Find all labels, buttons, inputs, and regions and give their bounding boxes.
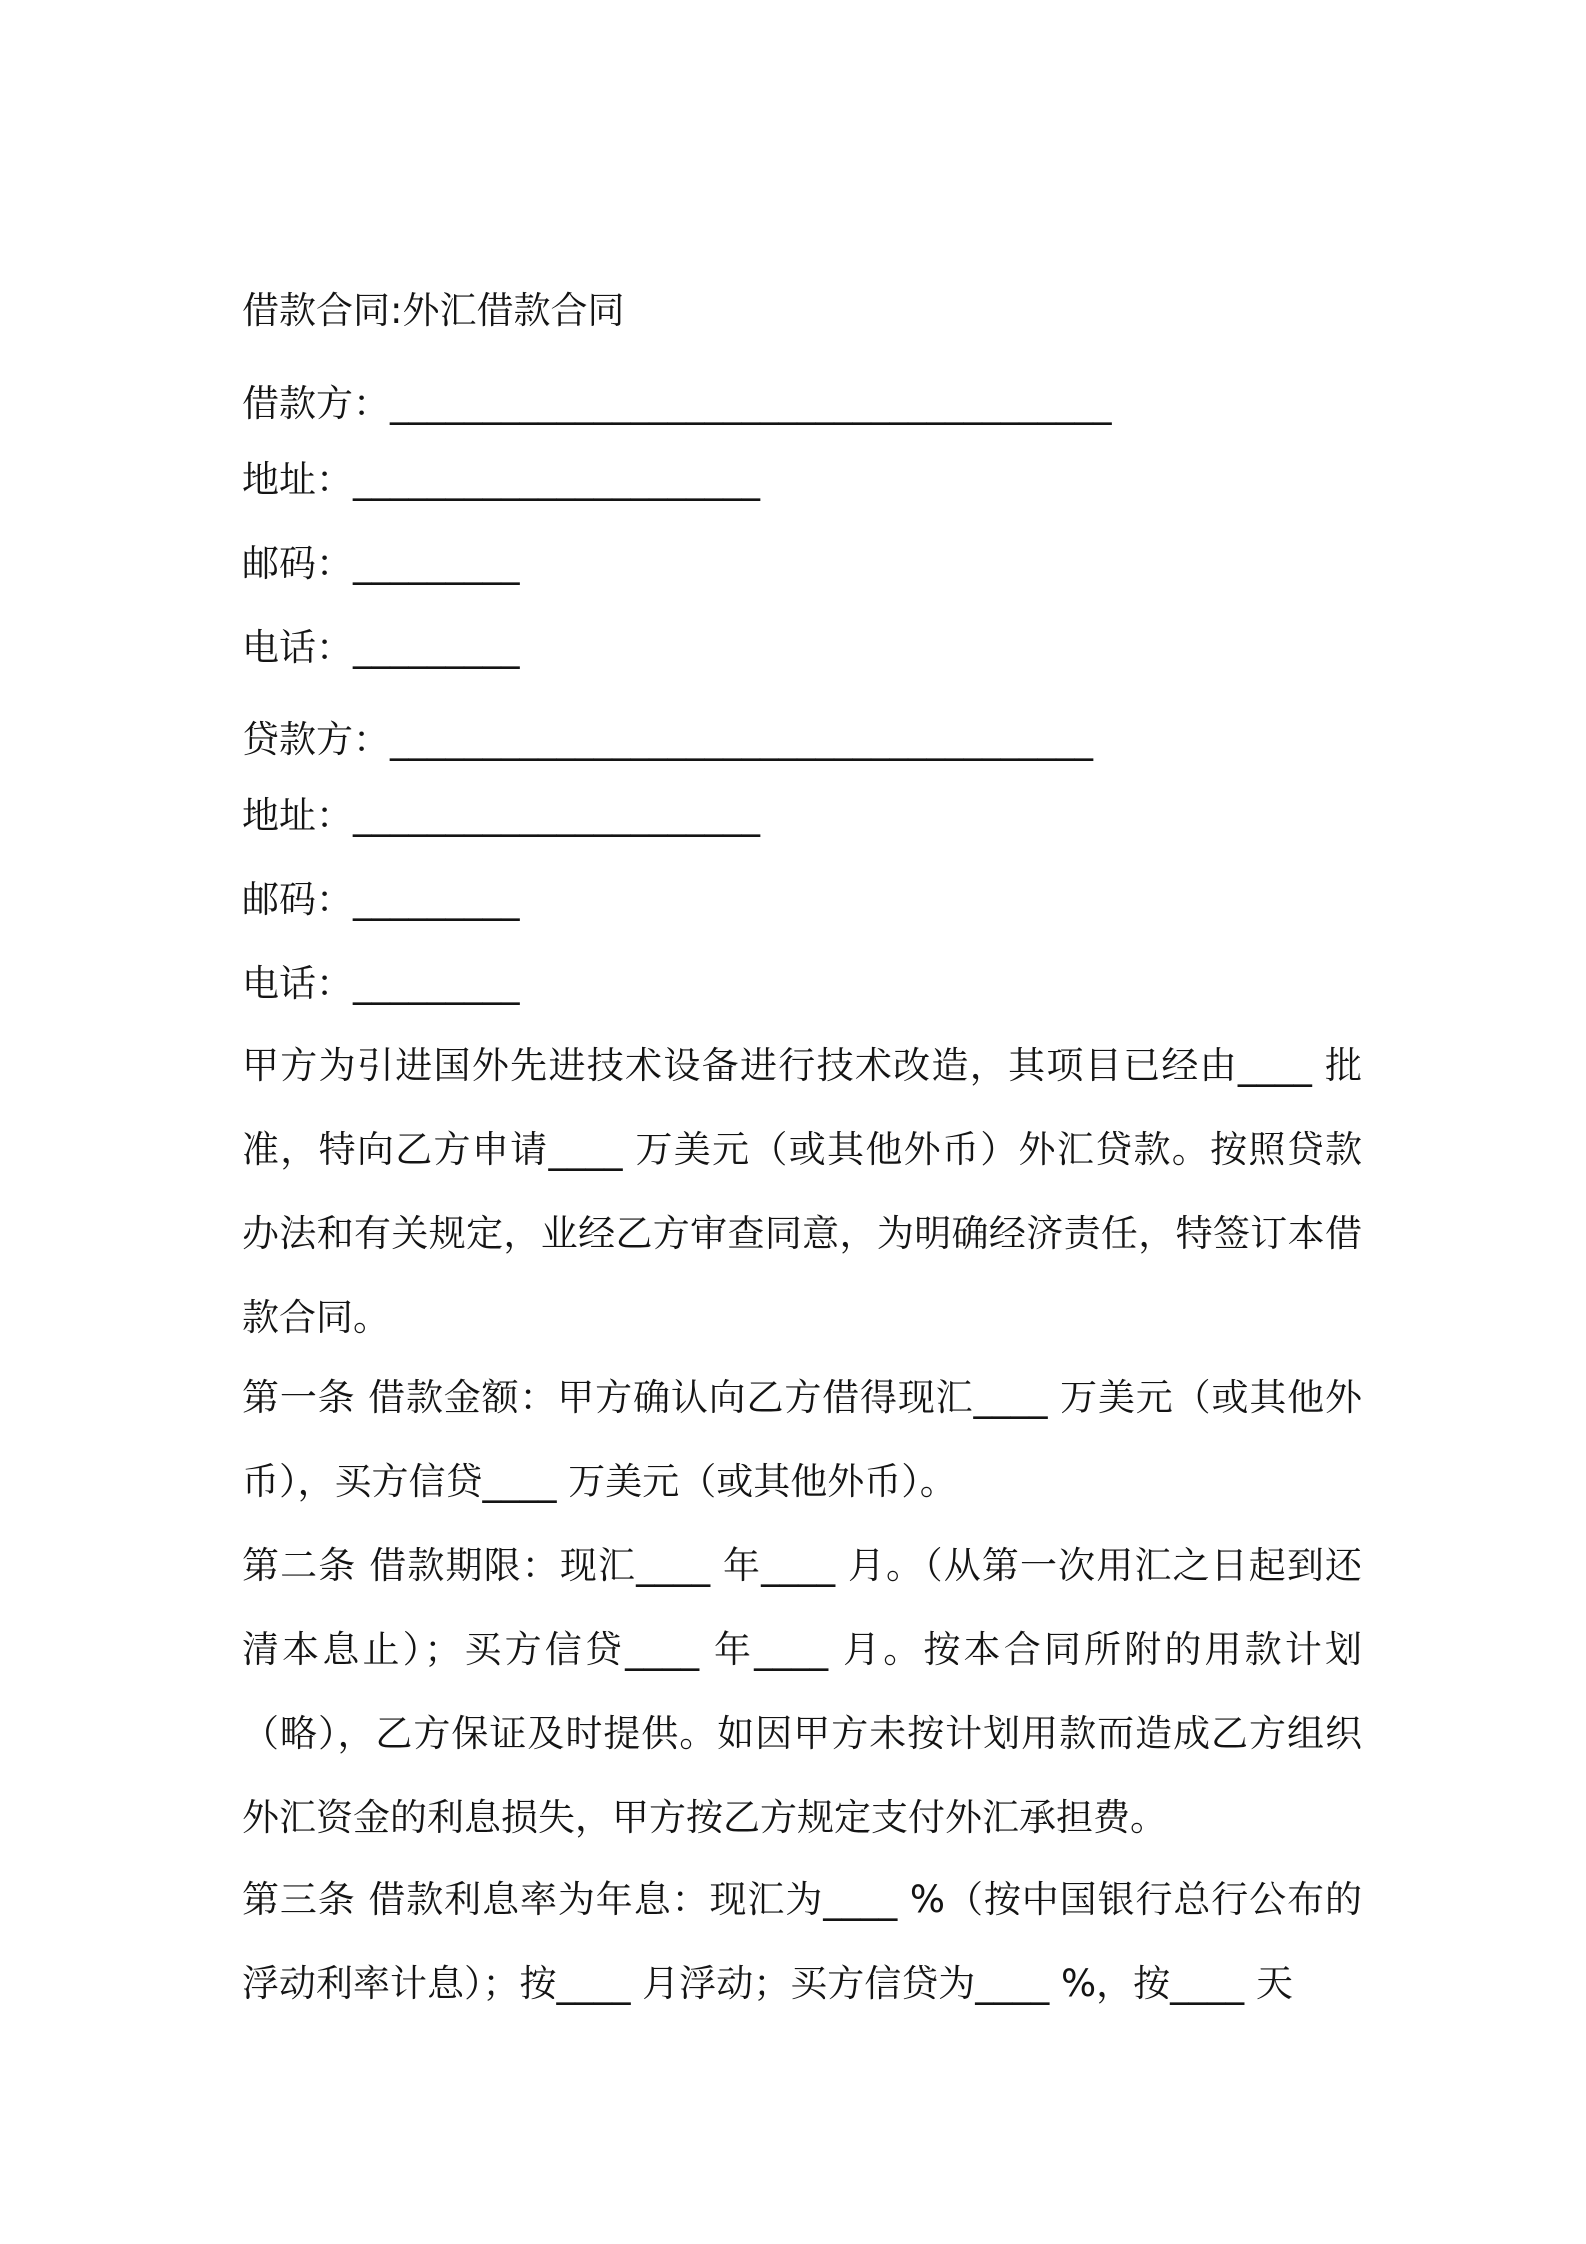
lender-name-line: 贷款方：______________________________________ <box>242 718 1093 761</box>
lender-phone-line: 电话：_________ <box>242 962 520 1005</box>
borrower-postcode-line: 邮码：_________ <box>242 542 520 585</box>
borrower-phone-line: 电话：_________ <box>242 626 520 669</box>
preamble-paragraph: 甲方为引进国外先进技术设备进行技术改造，其项目已经由____ 批准，特向乙方申请____ 万美元（或其他外币）外汇贷款。按照贷款办法和有关规定，业经乙方审查同意，为明确经济责任，特签订本借款合同。 <box>242 1044 1362 1339</box>
borrower-name-line: 借款方：_______________________________________ <box>242 382 1112 425</box>
article-2-paragraph: 第二条 借款期限：现汇____ 年____ 月。（从第一次用汇之日起到还清本息止）；买方信贷____ 年____ 月。按本合同所附的用款计划（略），乙方保证及时提供。如因甲方未按计划用款而造成乙方组织外汇资金的利息损失，甲方按乙方规定支付外汇承担费。 <box>242 1544 1362 1839</box>
document-title: 借款合同:外汇借款合同 <box>242 289 625 332</box>
article-3-paragraph: 第三条 借款利息率为年息：现汇为____ %（按中国银行总行公布的浮动利率计息）；按____ 月浮动；买方信贷为____ %，按____ 天 <box>242 1878 1362 2005</box>
borrower-address-line: 地址：______________________ <box>242 458 760 501</box>
lender-address-line: 地址：______________________ <box>242 794 760 837</box>
lender-postcode-line: 邮码：_________ <box>242 878 520 921</box>
article-1-paragraph: 第一条 借款金额：甲方确认向乙方借得现汇____ 万美元（或其他外币），买方信贷____ 万美元（或其他外币）。 <box>242 1376 1362 1503</box>
